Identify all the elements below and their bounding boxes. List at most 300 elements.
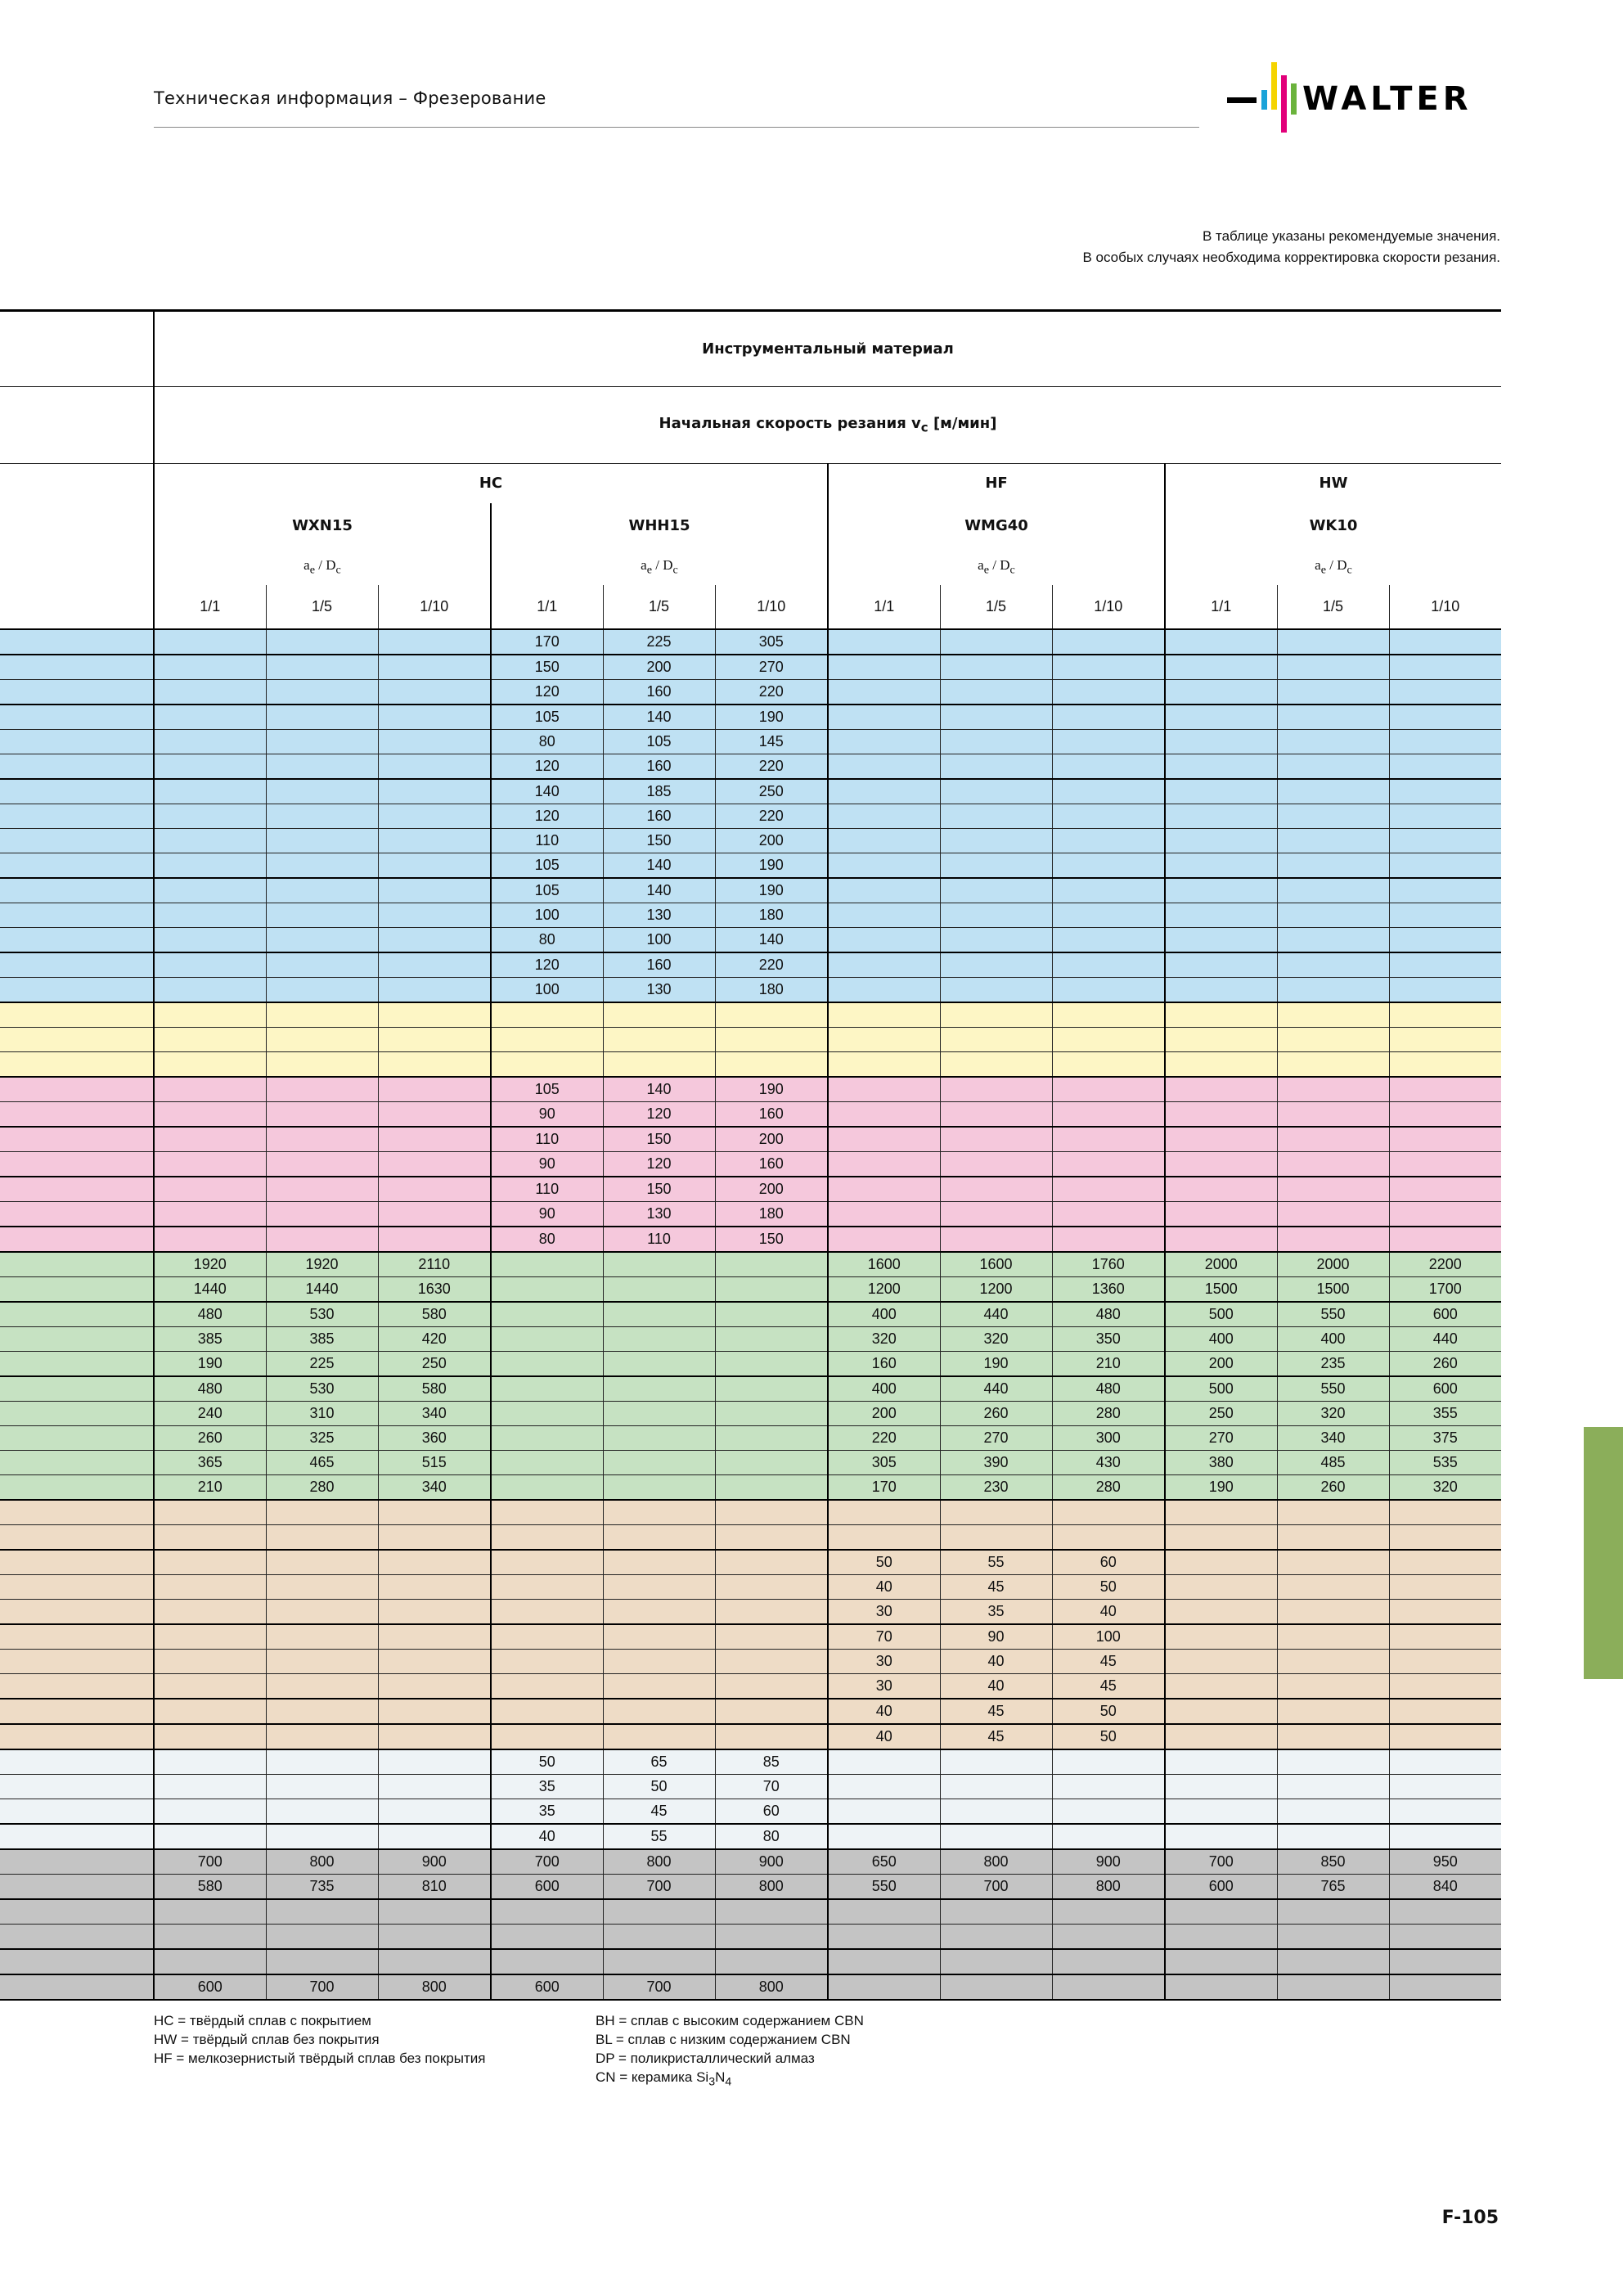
- table-corner: [0, 585, 154, 629]
- table-cell: [1389, 1027, 1501, 1051]
- table-cell: 600: [491, 1874, 603, 1899]
- column-header: 1/1: [828, 585, 940, 629]
- table-row: [0, 1949, 1501, 1974]
- table-cell: [1165, 1550, 1277, 1575]
- table-cell: 480: [1052, 1376, 1165, 1402]
- table-cell: 120: [491, 754, 603, 779]
- table-cell: [154, 1002, 266, 1028]
- table-cell: 35: [491, 1799, 603, 1824]
- table-cell: [154, 1624, 266, 1650]
- table-cell: 30: [828, 1649, 940, 1673]
- table-cell: [828, 1002, 940, 1028]
- table-cell: [154, 952, 266, 978]
- table-corner: [0, 503, 154, 549]
- table-cell: [828, 952, 940, 978]
- row-label-cell: [0, 1376, 154, 1402]
- table-cell: 150: [603, 828, 715, 853]
- table-cell: 530: [266, 1302, 378, 1327]
- table-cell: 340: [378, 1401, 491, 1425]
- table-cell: 160: [715, 1151, 828, 1177]
- table-cell: [154, 1177, 266, 1202]
- row-label-cell: [0, 1524, 154, 1550]
- table-cell: [491, 1326, 603, 1351]
- table-cell: 400: [828, 1302, 940, 1327]
- table-cell: [940, 1749, 1052, 1775]
- table-cell: [828, 1201, 940, 1227]
- table-cell: [378, 754, 491, 779]
- table-cell: [154, 1749, 266, 1775]
- table-cell: [1389, 1599, 1501, 1624]
- table-cell: [154, 1949, 266, 1974]
- table-cell: [828, 754, 940, 779]
- table-cell: 600: [154, 1974, 266, 2000]
- table-cell: 340: [1277, 1425, 1389, 1450]
- table-cell: 85: [715, 1749, 828, 1775]
- table-cell: [1165, 878, 1277, 903]
- table-cell: 550: [828, 1874, 940, 1899]
- table-cell: [1277, 1524, 1389, 1550]
- table-cell: [154, 779, 266, 804]
- table-cell: 50: [1052, 1699, 1165, 1724]
- table-cell: [940, 927, 1052, 952]
- table-cell: 390: [940, 1450, 1052, 1474]
- row-label-cell: [0, 1799, 154, 1824]
- table-cell: [1389, 1524, 1501, 1550]
- table-row: [0, 1101, 1501, 1127]
- table-row: [0, 804, 1501, 828]
- table-cell: [1389, 804, 1501, 828]
- table-cell: [940, 1824, 1052, 1849]
- table-cell: [603, 1302, 715, 1327]
- table-cell: [828, 804, 940, 828]
- table-cell: [940, 804, 1052, 828]
- table-cell: [715, 1899, 828, 1925]
- table-cell: 30: [828, 1673, 940, 1699]
- table-cell: [1052, 1524, 1165, 1550]
- table-cell: [603, 1450, 715, 1474]
- row-label-cell: [0, 1474, 154, 1500]
- table-cell: [154, 1673, 266, 1699]
- table-cell: [1389, 878, 1501, 903]
- row-label-cell: [0, 1326, 154, 1351]
- table-cell: [940, 1002, 1052, 1028]
- table-cell: [491, 1624, 603, 1650]
- table-cell: [940, 1151, 1052, 1177]
- table-cell: [940, 754, 1052, 779]
- table-row: [0, 1524, 1501, 1550]
- table-cell: 50: [828, 1550, 940, 1575]
- table-cell: 105: [491, 705, 603, 730]
- table-row: [0, 1401, 1501, 1425]
- table-cell: [1389, 1002, 1501, 1028]
- table-cell: [378, 1924, 491, 1949]
- table-cell: [154, 1524, 266, 1550]
- table-cell: [378, 1500, 491, 1525]
- table-cell: 210: [154, 1474, 266, 1500]
- table-cell: [491, 1425, 603, 1450]
- table-cell: [1389, 1899, 1501, 1925]
- row-label-cell: [0, 1027, 154, 1051]
- table-cell: [491, 1699, 603, 1724]
- table-cell: 310: [266, 1401, 378, 1425]
- table-cell: [266, 1077, 378, 1102]
- table-cell: [491, 1376, 603, 1402]
- table-cell: [603, 1401, 715, 1425]
- table-row: [0, 1799, 1501, 1824]
- table-row: [0, 952, 1501, 978]
- table-cell: [266, 903, 378, 927]
- table-cell: [266, 1599, 378, 1624]
- row-label-cell: [0, 977, 154, 1002]
- table-cell: [715, 1376, 828, 1402]
- row-label-cell: [0, 779, 154, 804]
- table-cell: 2200: [1389, 1252, 1501, 1277]
- table-cell: [828, 1051, 940, 1077]
- table-cell: [603, 1524, 715, 1550]
- table-cell: [266, 1824, 378, 1849]
- row-label-cell: [0, 1624, 154, 1650]
- table-cell: [1165, 1673, 1277, 1699]
- row-label-cell: [0, 1077, 154, 1102]
- table-cell: [491, 1002, 603, 1028]
- table-cell: 50: [1052, 1574, 1165, 1599]
- table-cell: [828, 1177, 940, 1202]
- table-cell: 180: [715, 1201, 828, 1227]
- table-cell: [266, 878, 378, 903]
- table-cell: [266, 1924, 378, 1949]
- table-cell: 140: [603, 705, 715, 730]
- table-cell: [1277, 1127, 1389, 1152]
- table-cell: 240: [154, 1401, 266, 1425]
- table-cell: [1277, 952, 1389, 978]
- table-cell: 45: [1052, 1649, 1165, 1673]
- table-cell: [828, 1824, 940, 1849]
- table-cell: [940, 629, 1052, 655]
- table-cell: [1165, 779, 1277, 804]
- table-cell: [266, 1699, 378, 1724]
- table-cell: [378, 679, 491, 705]
- table-cell: 270: [940, 1425, 1052, 1450]
- table-cell: 440: [1389, 1326, 1501, 1351]
- logo-wordmark: WALTER: [1302, 80, 1472, 118]
- row-label-cell: [0, 629, 154, 655]
- row-label-cell: [0, 1724, 154, 1749]
- row-label-cell: [0, 1649, 154, 1673]
- table-cell: [1165, 729, 1277, 754]
- table-cell: 45: [940, 1574, 1052, 1599]
- table-row: [0, 1874, 1501, 1899]
- row-label-cell: [0, 927, 154, 952]
- table-cell: [491, 1474, 603, 1500]
- row-label-cell: [0, 1450, 154, 1474]
- table-cell: [715, 1252, 828, 1277]
- table-cell: [603, 1351, 715, 1376]
- table-cell: [940, 878, 1052, 903]
- table-cell: [603, 1376, 715, 1402]
- row-label-cell: [0, 1177, 154, 1202]
- table-cell: [1389, 927, 1501, 952]
- column-header: 1/5: [603, 585, 715, 629]
- table-row: [0, 927, 1501, 952]
- table-cell: 190: [715, 853, 828, 878]
- row-label-cell: [0, 1276, 154, 1302]
- table-cell: [715, 1624, 828, 1650]
- table-cell: [1165, 1524, 1277, 1550]
- table-cell: [1165, 1774, 1277, 1799]
- table-cell: 340: [378, 1474, 491, 1500]
- table-cell: [378, 705, 491, 730]
- table-cell: [1277, 1177, 1389, 1202]
- table-cell: [378, 1824, 491, 1849]
- table-cell: [154, 1151, 266, 1177]
- table-cell: [491, 1550, 603, 1575]
- table-cell: 90: [491, 1201, 603, 1227]
- group-hf: HF: [828, 464, 1165, 503]
- table-cell: [715, 1002, 828, 1028]
- table-cell: [378, 1227, 491, 1252]
- table-cell: [154, 1799, 266, 1824]
- table-cell: [1165, 828, 1277, 853]
- table-cell: [1052, 655, 1165, 680]
- table-cell: 480: [154, 1302, 266, 1327]
- row-label-cell: [0, 1500, 154, 1525]
- table-cell: [940, 1027, 1052, 1051]
- table-cell: [715, 1450, 828, 1474]
- table-cell: [1165, 1824, 1277, 1849]
- legend-right: [596, 2011, 864, 2091]
- table-cell: 130: [603, 903, 715, 927]
- table-cell: [1389, 1649, 1501, 1673]
- table-cell: [828, 828, 940, 853]
- table-cell: [1389, 754, 1501, 779]
- table-cell: [1277, 1077, 1389, 1102]
- table-cell: [1277, 779, 1389, 804]
- table-cell: [828, 927, 940, 952]
- table-cell: 65: [603, 1749, 715, 1775]
- table-cell: 140: [603, 878, 715, 903]
- table-cell: [1052, 1899, 1165, 1925]
- table-cell: [1277, 1673, 1389, 1699]
- table-cell: 700: [603, 1874, 715, 1899]
- table-cell: [940, 729, 1052, 754]
- table-cell: 735: [266, 1874, 378, 1899]
- table-cell: 180: [715, 977, 828, 1002]
- table-cell: [1052, 903, 1165, 927]
- table-row: [0, 1624, 1501, 1650]
- row-label-cell: [0, 679, 154, 705]
- table-cell: [491, 1351, 603, 1376]
- table-cell: [491, 1949, 603, 1974]
- table-cell: 40: [940, 1673, 1052, 1699]
- column-header: 1/10: [1052, 585, 1165, 629]
- table-cell: [715, 1351, 828, 1376]
- row-label-cell: [0, 1227, 154, 1252]
- table-cell: 35: [491, 1774, 603, 1799]
- table-cell: [1389, 1624, 1501, 1650]
- table-cell: 110: [491, 1127, 603, 1152]
- table-cell: [1277, 1027, 1389, 1051]
- table-cell: 950: [1389, 1849, 1501, 1875]
- table-cell: 110: [491, 828, 603, 853]
- table-cell: 45: [940, 1699, 1052, 1724]
- table-cell: [266, 1673, 378, 1699]
- table-row: [0, 977, 1501, 1002]
- table-cell: 300: [1052, 1425, 1165, 1450]
- table-cell: 200: [715, 828, 828, 853]
- table-cell: 280: [1052, 1401, 1165, 1425]
- cutting-speed-table: [0, 309, 1501, 2001]
- table-cell: [154, 1201, 266, 1227]
- table-cell: 220: [715, 754, 828, 779]
- table-cell: 55: [603, 1824, 715, 1849]
- table-cell: 250: [378, 1351, 491, 1376]
- table-cell: [1165, 754, 1277, 779]
- table-cell: 355: [1389, 1401, 1501, 1425]
- table-cell: 385: [266, 1326, 378, 1351]
- table-cell: [1277, 729, 1389, 754]
- table-cell: [1165, 1974, 1277, 2000]
- table-cell: 170: [491, 629, 603, 655]
- table-cell: 320: [940, 1326, 1052, 1351]
- column-header: 1/10: [378, 585, 491, 629]
- table-row: [0, 1450, 1501, 1474]
- table-cell: 2000: [1165, 1252, 1277, 1277]
- table-cell: [1277, 1774, 1389, 1799]
- table-cell: [940, 1924, 1052, 1949]
- table-cell: [1052, 1027, 1165, 1051]
- table-cell: [266, 1949, 378, 1974]
- table-cell: 840: [1389, 1874, 1501, 1899]
- table-cell: [1052, 804, 1165, 828]
- table-row: [0, 903, 1501, 927]
- table-row: [0, 1351, 1501, 1376]
- table-cell: [266, 1550, 378, 1575]
- table-cell: [940, 679, 1052, 705]
- table-cell: [154, 1649, 266, 1673]
- table-cell: [603, 1899, 715, 1925]
- table-cell: [378, 1724, 491, 1749]
- table-cell: [378, 1574, 491, 1599]
- table-row: [0, 1774, 1501, 1799]
- row-label-cell: [0, 1924, 154, 1949]
- table-cell: 220: [715, 679, 828, 705]
- table-cell: [1277, 1101, 1389, 1127]
- table-cell: [378, 1201, 491, 1227]
- table-cell: [378, 903, 491, 927]
- table-cell: 400: [828, 1376, 940, 1402]
- header-speed-text: Начальная скорость резания v: [659, 415, 921, 433]
- table-row: [0, 1824, 1501, 1849]
- table-row: [0, 1724, 1501, 1749]
- row-label-cell: [0, 1899, 154, 1925]
- table-cell: [378, 1899, 491, 1925]
- table-cell: [266, 1201, 378, 1227]
- table-cell: [715, 1699, 828, 1724]
- table-cell: 400: [1165, 1326, 1277, 1351]
- table-cell: [1277, 1699, 1389, 1724]
- table-cell: [378, 1624, 491, 1650]
- legend-item: BH = сплав с высоким содержанием CBN: [596, 2013, 864, 2028]
- table-cell: [1277, 1574, 1389, 1599]
- table-cell: 550: [1277, 1302, 1389, 1327]
- column-header: 1/5: [1277, 585, 1389, 629]
- table-cell: [378, 878, 491, 903]
- table-cell: [378, 1524, 491, 1550]
- row-label-cell: [0, 1574, 154, 1599]
- legend-item: HF = мелкозернистый твёрдый сплав без покрытия: [154, 2051, 486, 2066]
- table-cell: 200: [828, 1401, 940, 1425]
- table-cell: [1165, 1574, 1277, 1599]
- table-cell: [828, 729, 940, 754]
- table-cell: [378, 1749, 491, 1775]
- table-cell: [1165, 1027, 1277, 1051]
- table-cell: [154, 655, 266, 680]
- table-cell: [603, 1699, 715, 1724]
- table-cell: [1277, 705, 1389, 730]
- table-cell: 140: [491, 779, 603, 804]
- table-cell: 1700: [1389, 1276, 1501, 1302]
- table-cell: [1052, 705, 1165, 730]
- table-cell: [491, 1302, 603, 1327]
- row-label-cell: [0, 655, 154, 680]
- table-cell: [378, 828, 491, 853]
- table-cell: [266, 853, 378, 878]
- table-cell: [266, 1127, 378, 1152]
- table-cell: [940, 1500, 1052, 1525]
- table-cell: [266, 1649, 378, 1673]
- row-label-cell: [0, 729, 154, 754]
- table-cell: [940, 779, 1052, 804]
- table-cell: [154, 679, 266, 705]
- header-tool-material: Инструментальный материал: [154, 311, 1501, 387]
- table-cell: [603, 1425, 715, 1450]
- table-row: [0, 1974, 1501, 2000]
- table-cell: [715, 1326, 828, 1351]
- legend-item: BL = сплав с низким содержанием CBN: [596, 2032, 851, 2047]
- table-cell: 140: [715, 927, 828, 952]
- table-cell: 210: [1052, 1351, 1165, 1376]
- table-cell: [1389, 977, 1501, 1002]
- row-label-cell: [0, 1974, 154, 2000]
- table-row: [0, 878, 1501, 903]
- table-cell: [715, 1276, 828, 1302]
- table-cell: [1052, 1101, 1165, 1127]
- table-cell: [154, 1724, 266, 1749]
- table-corner: [0, 311, 154, 387]
- table-cell: [715, 1949, 828, 1974]
- table-cell: 180: [715, 903, 828, 927]
- table-cell: 320: [828, 1326, 940, 1351]
- table-cell: [828, 1500, 940, 1525]
- table-cell: 30: [828, 1599, 940, 1624]
- table-cell: [266, 1002, 378, 1028]
- table-cell: [828, 903, 940, 927]
- table-cell: [940, 1201, 1052, 1227]
- table-cell: 90: [491, 1151, 603, 1177]
- table-corner: [0, 464, 154, 503]
- table-cell: [940, 1051, 1052, 1077]
- table-cell: [266, 1749, 378, 1775]
- table-cell: [940, 1101, 1052, 1127]
- table-cell: 1440: [154, 1276, 266, 1302]
- table-cell: 120: [603, 1151, 715, 1177]
- table-cell: 80: [491, 927, 603, 952]
- table-cell: [603, 1051, 715, 1077]
- table-cell: [378, 927, 491, 952]
- column-header: 1/1: [154, 585, 266, 629]
- table-cell: [1165, 927, 1277, 952]
- table-cell: [378, 853, 491, 878]
